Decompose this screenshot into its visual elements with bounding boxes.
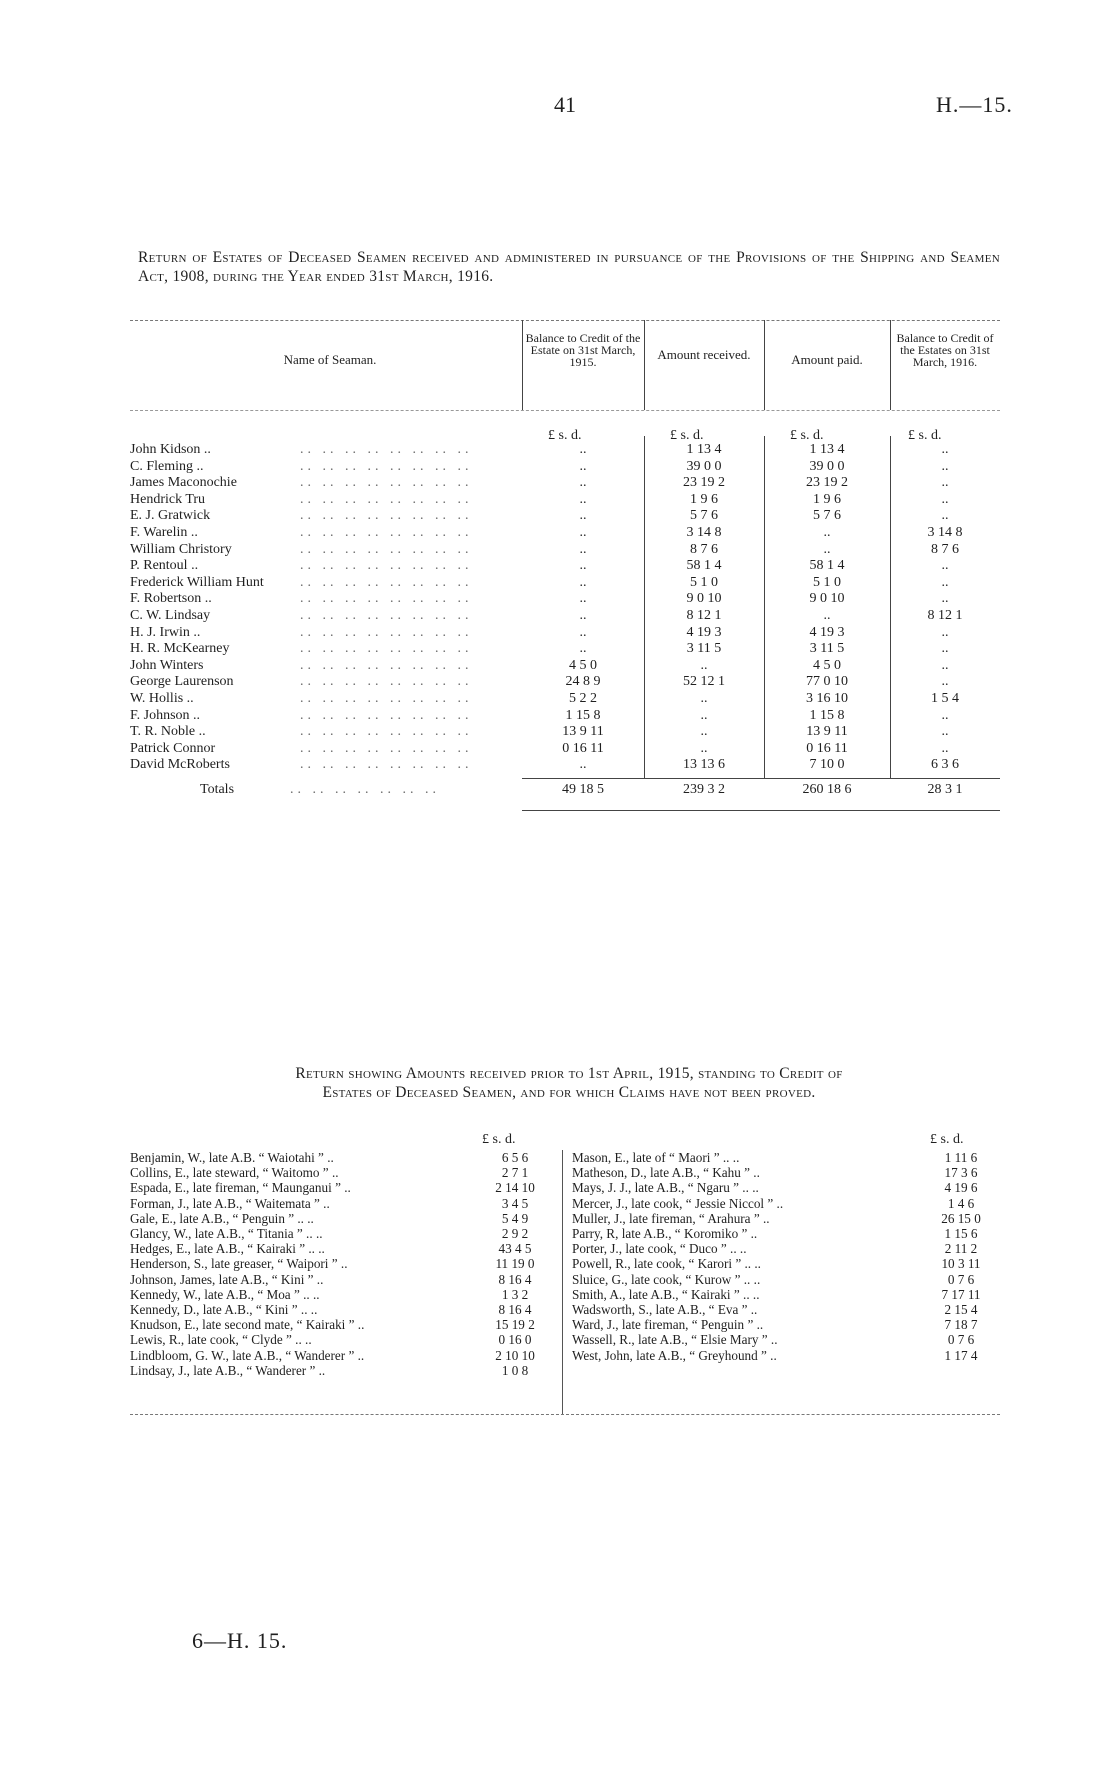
list-item: [572, 1272, 1000, 1287]
seaman-entry: Glancy, W., late A.B., “ Titania ” .. ..: [130, 1226, 323, 1241]
seaman-name: F. Johnson ..: [130, 708, 204, 725]
amount-cell: 1 11 6: [944, 1150, 978, 1165]
seaman-entry: Benjamin, W., late A.B. “ Waiotahi ” ..: [130, 1150, 334, 1165]
amount-paid-cell: 3 11 5: [809, 641, 845, 657]
seaman-entry: Powell, R., late cook, “ Karori ” .. ..: [572, 1256, 761, 1272]
balance-1915-cell: ..: [579, 475, 587, 491]
leader-dots: .. .. .. .. .. .. .. ..: [300, 442, 473, 457]
amount-paid-cell: 23 19 2: [806, 475, 848, 491]
amount-paid-cell: 0 16 11: [806, 740, 848, 756]
list-item: [130, 1363, 555, 1378]
total-balance-1915: 49 18 5: [562, 782, 604, 797]
seaman-entry: Wassell, R., late A.B., “ Elsie Mary ” ..: [572, 1332, 778, 1348]
column-header-name: Name of Seaman.: [283, 352, 377, 367]
seaman-name: F. Warelin ..: [130, 525, 202, 542]
amount-cell: 2 9 2: [501, 1226, 529, 1241]
column-header-balance-1916: Balance to Credit of the Estates on 31st March, 1916.: [896, 331, 994, 369]
table-row: [130, 625, 1000, 642]
seaman-entry: Ward, J., late fireman, “ Penguin ” ..: [572, 1317, 764, 1333]
amount-received-cell: 39 0 0: [686, 458, 722, 474]
units-label: £ s. d.: [930, 1132, 964, 1147]
seaman-entry: Porter, J., late cook, “ Duco ” .. ..: [572, 1241, 747, 1257]
seaman-name: David McRoberts: [130, 757, 234, 774]
return2-title-line1: Return showing Amounts received prior to 1st April, 1915, standing to Credit of: [295, 1065, 843, 1082]
amount-cell: 1 4 6: [947, 1195, 975, 1211]
list-item: [572, 1226, 1000, 1241]
amount-cell: 2 15 4: [944, 1302, 978, 1317]
header-rule: [130, 410, 1000, 411]
table-row: [130, 658, 1000, 675]
amount-cell: 8 16 4: [498, 1302, 532, 1317]
balance-1915-cell: 24 8 9: [565, 674, 601, 690]
amount-cell: 1 15 6: [944, 1226, 978, 1241]
balance-1915-cell: 5 2 2: [569, 690, 597, 706]
seaman-name: P. Rentoul ..: [130, 558, 202, 575]
seaman-entry: Mays, J. J., late A.B., “ Ngaru ” .. ..: [572, 1180, 759, 1196]
amount-paid-cell: 7 10 0: [809, 757, 845, 773]
balance-1916-cell: ..: [941, 508, 949, 524]
amount-cell: 5 4 9: [501, 1210, 529, 1226]
amount-paid-cell: 39 0 0: [809, 458, 845, 474]
amount-paid-cell: ..: [823, 607, 831, 623]
balance-1916-cell: ..: [941, 574, 949, 590]
table-row: [130, 459, 1000, 476]
seaman-name: F. Robertson ..: [130, 591, 216, 608]
table-row: [130, 708, 1000, 725]
list-item: [572, 1302, 1000, 1317]
balance-1916-cell: ..: [941, 442, 949, 457]
seaman-entry: Lindbloom, G. W., late A.B., “ Wanderer ” ..: [130, 1347, 365, 1363]
list-item: [130, 1348, 555, 1363]
table-bottom-rule: [130, 1414, 1000, 1415]
balance-1915-cell: ..: [579, 591, 587, 607]
seaman-entry: Matheson, D., late A.B., “ Kahu ” ..: [572, 1165, 760, 1181]
balance-1916-cell: ..: [941, 458, 949, 474]
balance-1916-cell: 8 7 6: [931, 541, 959, 557]
column-divider: [562, 1150, 563, 1414]
list-item: [130, 1302, 555, 1317]
table-row: [130, 508, 1000, 525]
table-row: [130, 691, 1000, 708]
return2-title: [138, 1064, 1000, 1102]
table-top-rule: [130, 320, 1000, 321]
leader-dots: .. .. .. .. .. .. .. ..: [300, 458, 473, 474]
amount-paid-cell: 5 1 0: [813, 574, 841, 590]
seaman-name: George Laurenson: [130, 674, 238, 691]
amount-received-cell: 8 12 1: [686, 607, 722, 623]
leader-dots: .. .. .. .. .. .. .. ..: [300, 690, 473, 706]
amount-received-cell: 1 13 4: [686, 442, 722, 457]
seaman-entry: Johnson, James, late A.B., “ Kini ” ..: [130, 1271, 324, 1287]
seaman-name: Patrick Connor: [130, 741, 219, 758]
seaman-entry: Lindsay, J., late A.B., “ Wanderer ” ..: [130, 1362, 326, 1378]
amount-cell: 2 11 2: [944, 1241, 978, 1257]
leader-dots: .. .. .. .. .. .. .. ..: [300, 558, 473, 574]
balance-1916-cell: ..: [941, 558, 949, 574]
seaman-entry: Lewis, R., late cook, “ Clyde ” .. ..: [130, 1332, 312, 1348]
list-item: [130, 1317, 555, 1332]
amount-received-cell: 13 13 6: [683, 757, 725, 773]
amount-received-cell: ..: [700, 740, 708, 756]
amount-paid-cell: 13 9 11: [806, 724, 848, 740]
amount-cell: 3 4 5: [501, 1195, 529, 1211]
totals-label: Totals: [200, 782, 235, 797]
amount-cell: 0 7 6: [947, 1271, 975, 1287]
amount-received-cell: 8 7 6: [690, 541, 718, 557]
table-row: [130, 757, 1000, 774]
amount-cell: 0 16 0: [498, 1332, 532, 1348]
table-row: [130, 525, 1000, 542]
amount-cell: 7 17 11: [941, 1286, 981, 1302]
leader-dots: .. .. .. .. .. .. .. ..: [300, 508, 473, 524]
balance-1916-cell: 8 12 1: [927, 607, 963, 623]
leader-dots: .. .. .. .. .. .. .. ..: [300, 724, 473, 740]
table-row: [130, 591, 1000, 608]
balance-1915-cell: 1 15 8: [565, 707, 601, 723]
amount-cell: 7 18 7: [944, 1317, 978, 1333]
leader-dots: .. .. .. .. .. .. .. ..: [300, 707, 473, 723]
balance-1916-cell: ..: [941, 624, 949, 640]
page-number: 41: [554, 92, 576, 117]
list-item: [130, 1272, 555, 1287]
amount-received-cell: ..: [700, 657, 708, 673]
units-label: £ s. d.: [482, 1132, 516, 1147]
list-item: [572, 1241, 1000, 1256]
list-item: [572, 1317, 1000, 1332]
list-item: [572, 1165, 1000, 1180]
amount-cell: 15 19 2: [495, 1317, 535, 1333]
amount-cell: 17 3 6: [944, 1165, 978, 1181]
column-divider: [644, 320, 645, 410]
seaman-entry: Collins, E., late steward, “ Waitomo ” ..: [130, 1165, 339, 1181]
return1-title: Return of Estates of Deceased Seamen received and administered in pursuance of the Provisions of the Shipping and Seamen Act, 1908, during the Year ended 31st March, 1916.: [138, 249, 1000, 285]
list-item: [130, 1150, 555, 1165]
totals-rule: [522, 778, 1000, 779]
seaman-entry: Mercer, J., late cook, “ Jessie Niccol ” ..: [572, 1195, 784, 1211]
amount-received-cell: 9 0 10: [686, 591, 722, 607]
amount-cell: 6 5 6: [501, 1150, 529, 1165]
table-row: [130, 492, 1000, 509]
seaman-entry: Mason, E., late of “ Maori ” .. ..: [572, 1150, 740, 1165]
balance-1915-cell: ..: [579, 458, 587, 474]
list-item: [572, 1180, 1000, 1195]
seaman-entry: Knudson, E., late second mate, “ Kairaki ” ..: [130, 1317, 365, 1333]
seaman-name: John Winters: [130, 658, 207, 675]
table-row: [130, 475, 1000, 492]
leader-dots: .. .. .. .. .. .. .. ..: [300, 574, 473, 590]
table-row: [130, 558, 1000, 575]
seaman-name: H. J. Irwin ..: [130, 625, 204, 642]
balance-1916-cell: ..: [941, 491, 949, 507]
amount-cell: 1 17 4: [944, 1347, 978, 1363]
seaman-entry: Sluice, G., late cook, “ Kurow ” .. ..: [572, 1271, 761, 1287]
amount-cell: 10 3 11: [941, 1256, 981, 1272]
seaman-name: T. R. Noble ..: [130, 724, 210, 741]
return2-title-line2: Estates of Deceased Seamen, and for which Claims have not been proved.: [322, 1084, 816, 1101]
table-row: [130, 608, 1000, 625]
balance-1916-cell: ..: [941, 740, 949, 756]
units-label: £ s. d.: [908, 428, 942, 443]
seaman-entry: Muller, J., late fireman, “ Arahura ” ..: [572, 1210, 770, 1226]
seaman-name: Hendrick Tru: [130, 492, 209, 509]
amount-cell: 1 3 2: [501, 1286, 529, 1302]
seaman-name: H. R. McKearney: [130, 641, 234, 658]
seaman-entry: Gale, E., late A.B., “ Penguin ” .. ..: [130, 1210, 314, 1226]
list-item: [130, 1211, 555, 1226]
list-item: [572, 1287, 1000, 1302]
amount-paid-cell: 58 1 4: [809, 558, 845, 574]
balance-1915-cell: 0 16 11: [562, 740, 604, 756]
amount-cell: 43 4 5: [498, 1241, 532, 1257]
amount-paid-cell: 3 16 10: [806, 690, 848, 706]
total-balance-1916: 28 3 1: [927, 782, 963, 797]
amount-paid-cell: 9 0 10: [809, 591, 845, 607]
balance-1915-cell: ..: [579, 757, 587, 773]
seaman-name: William Christory: [130, 542, 236, 559]
leader-dots: .. .. .. .. .. .. .. ..: [300, 475, 473, 491]
amount-cell: 2 7 1: [501, 1165, 529, 1181]
leader-dots: .. .. .. .. .. .. ..: [290, 782, 440, 797]
amount-received-cell: 23 19 2: [683, 475, 725, 491]
balance-1916-cell: ..: [941, 591, 949, 607]
seaman-name: C. W. Lindsay: [130, 608, 214, 625]
balance-1916-cell: 6 3 6: [931, 757, 959, 773]
totals-bottom-rule: [522, 810, 1000, 811]
balance-1915-cell: ..: [579, 442, 587, 457]
list-item: [572, 1348, 1000, 1363]
seaman-name: Frederick William Hunt: [130, 575, 268, 592]
balance-1915-cell: 4 5 0: [569, 657, 597, 673]
amount-cell: 11 19 0: [495, 1256, 535, 1272]
amount-cell: 4 19 6: [944, 1180, 978, 1196]
seaman-name: W. Hollis ..: [130, 691, 198, 708]
leader-dots: .. .. .. .. .. .. .. ..: [300, 624, 473, 640]
amount-received-cell: ..: [700, 724, 708, 740]
total-amount-paid: 260 18 6: [802, 782, 852, 797]
table-row: [130, 641, 1000, 658]
amount-received-cell: 58 1 4: [686, 558, 722, 574]
footer-signature: 6—H. 15.: [192, 1628, 288, 1653]
balance-1916-cell: 3 14 8: [927, 524, 963, 540]
column-header-amount-received: Amount received.: [657, 347, 751, 362]
amount-paid-cell: 1 15 8: [809, 707, 845, 723]
balance-1915-cell: 13 9 11: [562, 724, 604, 740]
seaman-name: James Maconochie: [130, 475, 241, 492]
leader-dots: .. .. .. .. .. .. .. ..: [300, 491, 473, 507]
amount-paid-cell: 5 7 6: [813, 508, 841, 524]
balance-1916-cell: 1 5 4: [931, 690, 959, 706]
balance-1916-cell: ..: [941, 724, 949, 740]
table-row: [130, 442, 1000, 459]
amount-paid-cell: 1 9 6: [813, 491, 841, 507]
list-item: [130, 1287, 555, 1302]
balance-1915-cell: ..: [579, 607, 587, 623]
balance-1915-cell: ..: [579, 624, 587, 640]
seaman-entry: Smith, A., late A.B., “ Kairaki ” .. ..: [572, 1286, 760, 1302]
amount-cell: 2 10 10: [495, 1347, 535, 1363]
table-row: [130, 542, 1000, 559]
seaman-entry: Hedges, E., late A.B., “ Kairaki ” .. ..: [130, 1241, 325, 1257]
balance-1915-cell: ..: [579, 524, 587, 540]
leader-dots: .. .. .. .. .. .. .. ..: [300, 657, 473, 673]
amount-received-cell: 4 19 3: [686, 624, 722, 640]
leader-dots: .. .. .. .. .. .. .. ..: [300, 607, 473, 623]
list-item: [572, 1150, 1000, 1165]
leader-dots: .. .. .. .. .. .. .. ..: [300, 674, 473, 690]
balance-1916-cell: ..: [941, 641, 949, 657]
list-item: [130, 1226, 555, 1241]
amount-received-cell: 5 1 0: [690, 574, 718, 590]
leader-dots: .. .. .. .. .. .. .. ..: [300, 591, 473, 607]
amount-paid-cell: ..: [823, 524, 831, 540]
list-item: [572, 1332, 1000, 1347]
amount-received-cell: 52 12 1: [683, 674, 725, 690]
amount-received-cell: ..: [700, 690, 708, 706]
column-header-balance-1915: Balance to Credit of the Estate on 31st March, 1915.: [525, 331, 641, 369]
list-item: [572, 1196, 1000, 1211]
seaman-name: E. J. Gratwick: [130, 508, 214, 525]
seaman-entry: Espada, E., late fireman, “ Maunganui ” ..: [130, 1180, 351, 1196]
document-reference: H.—15.: [936, 92, 1013, 117]
amount-received-cell: 1 9 6: [690, 491, 718, 507]
amount-received-cell: ..: [700, 707, 708, 723]
amount-cell: 1 0 8: [501, 1362, 529, 1378]
seaman-entry: Parry, R, late A.B., “ Koromiko ” ..: [572, 1226, 758, 1241]
column-header-amount-paid: Amount paid.: [791, 352, 863, 367]
balance-1916-cell: ..: [941, 475, 949, 491]
units-label: £ s. d.: [790, 428, 824, 443]
amount-cell: 2 14 10: [495, 1180, 535, 1196]
balance-1915-cell: ..: [579, 541, 587, 557]
list-item: [130, 1165, 555, 1180]
list-item: [572, 1211, 1000, 1226]
amount-cell: 26 15 0: [941, 1210, 981, 1226]
amount-paid-cell: 4 5 0: [813, 657, 841, 673]
seaman-entry: Henderson, S., late greaser, “ Waipori ” ..: [130, 1256, 348, 1272]
balance-1915-cell: ..: [579, 641, 587, 657]
amount-paid-cell: 4 19 3: [809, 624, 845, 640]
list-item: [130, 1241, 555, 1256]
amount-cell: 0 7 6: [947, 1332, 975, 1348]
balance-1915-cell: ..: [579, 491, 587, 507]
balance-1915-cell: ..: [579, 574, 587, 590]
leader-dots: .. .. .. .. .. .. .. ..: [300, 641, 473, 657]
units-label: £ s. d.: [670, 428, 704, 443]
total-amount-received: 239 3 2: [683, 782, 725, 797]
balance-1916-cell: ..: [941, 707, 949, 723]
list-item: [130, 1196, 555, 1211]
amount-paid-cell: ..: [823, 541, 831, 557]
balance-1915-cell: ..: [579, 558, 587, 574]
table-row: [130, 741, 1000, 758]
balance-1915-cell: ..: [579, 508, 587, 524]
list-item: [572, 1256, 1000, 1271]
balance-1916-cell: ..: [941, 657, 949, 673]
seaman-entry: Wadsworth, S., late A.B., “ Eva ” ..: [572, 1302, 758, 1317]
units-label: £ s. d.: [548, 428, 582, 443]
leader-dots: .. .. .. .. .. .. .. ..: [300, 524, 473, 540]
amount-received-cell: 3 11 5: [686, 641, 722, 657]
seaman-entry: West, John, late A.B., “ Greyhound ” ..: [572, 1347, 777, 1363]
seaman-name: John Kidson ..: [130, 442, 215, 459]
leader-dots: .. .. .. .. .. .. .. ..: [300, 541, 473, 557]
list-item: [130, 1180, 555, 1195]
seaman-name: C. Fleming ..: [130, 459, 208, 476]
table-body: [130, 442, 1000, 774]
amount-paid-cell: 1 13 4: [809, 442, 845, 457]
leader-dots: .. .. .. .. .. .. .. ..: [300, 757, 473, 773]
table-row: [130, 674, 1000, 691]
seaman-entry: Kennedy, W., late A.B., “ Moa ” .. ..: [130, 1286, 320, 1302]
amount-cell: 8 16 4: [498, 1271, 532, 1287]
seaman-entry: Forman, J., late A.B., “ Waitemata ” ..: [130, 1195, 330, 1211]
list-item: [130, 1256, 555, 1271]
amount-received-cell: 3 14 8: [686, 524, 722, 540]
leader-dots: .. .. .. .. .. .. .. ..: [300, 740, 473, 756]
list-item: [130, 1332, 555, 1347]
amount-paid-cell: 77 0 10: [806, 674, 848, 690]
table-row: [130, 575, 1000, 592]
balance-1916-cell: ..: [941, 674, 949, 690]
amount-received-cell: 5 7 6: [690, 508, 718, 524]
seaman-entry: Kennedy, D., late A.B., “ Kini ” .. ..: [130, 1302, 318, 1317]
table-row: [130, 724, 1000, 741]
